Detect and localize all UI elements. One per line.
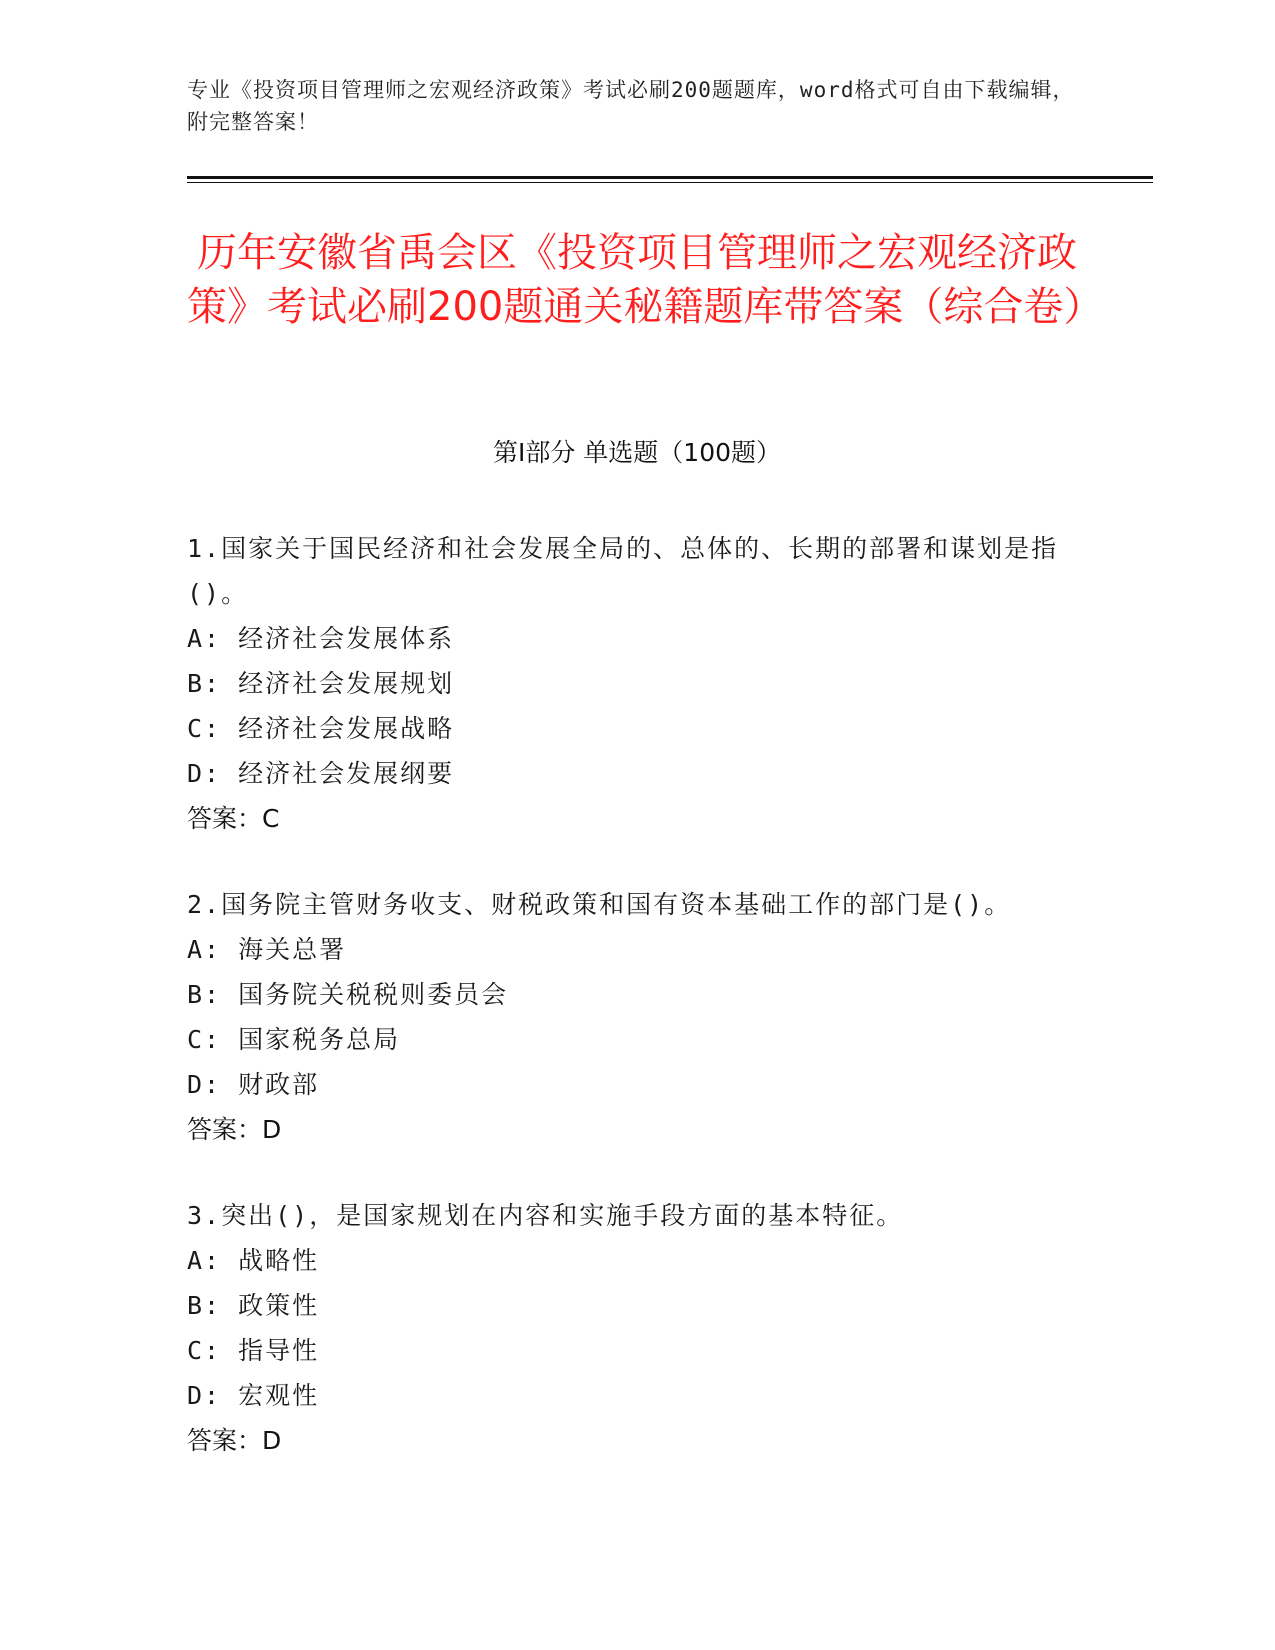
header-divider-thin xyxy=(187,182,1153,183)
answer-label: 答案：D xyxy=(187,1426,282,1455)
option-b: B: 政策性 xyxy=(187,1291,320,1320)
document-title: 历年安徽省禹会区《投资项目管理师之宏观经济政策》考试必刷200题通关秘籍题库带答案（综合卷） xyxy=(187,230,1104,330)
question-text: 1.国家关于国民经济和社会发展全局的、总体的、长期的部署和谋划是指()。 xyxy=(187,534,1059,608)
answer-label: 答案：D xyxy=(187,1115,282,1144)
question-list xyxy=(187,526,1087,1504)
option-a: A: 经济社会发展体系 xyxy=(187,624,455,653)
header-divider-thick xyxy=(187,176,1153,179)
question-item xyxy=(187,882,1087,1152)
option-b: B: 经济社会发展规划 xyxy=(187,669,455,698)
option-d: D: 宏观性 xyxy=(187,1381,320,1410)
option-c: C: 国家税务总局 xyxy=(187,1025,401,1054)
option-a: A: 海关总署 xyxy=(187,935,347,964)
option-b: B: 国务院关税税则委员会 xyxy=(187,980,509,1009)
question-text: 3.突出()，是国家规划在内容和实施手段方面的基本特征。 xyxy=(187,1201,904,1230)
option-d: D: 财政部 xyxy=(187,1070,320,1099)
question-item xyxy=(187,1193,1087,1463)
answer-label: 答案：C xyxy=(187,804,280,833)
question-text: 2.国务院主管财务收支、财税政策和国有资本基础工作的部门是()。 xyxy=(187,890,1012,919)
header-note: 专业《投资项目管理师之宏观经济政策》考试必刷200题题库，word格式可自由下载编辑，附完整答案！ xyxy=(187,78,1075,134)
section-title: 第Ⅰ部分 单选题（100题） xyxy=(492,438,782,467)
option-c: C: 经济社会发展战略 xyxy=(187,714,455,743)
question-item xyxy=(187,526,1087,841)
option-d: D: 经济社会发展纲要 xyxy=(187,759,455,788)
option-a: A: 战略性 xyxy=(187,1246,320,1275)
option-c: C: 指导性 xyxy=(187,1336,320,1365)
